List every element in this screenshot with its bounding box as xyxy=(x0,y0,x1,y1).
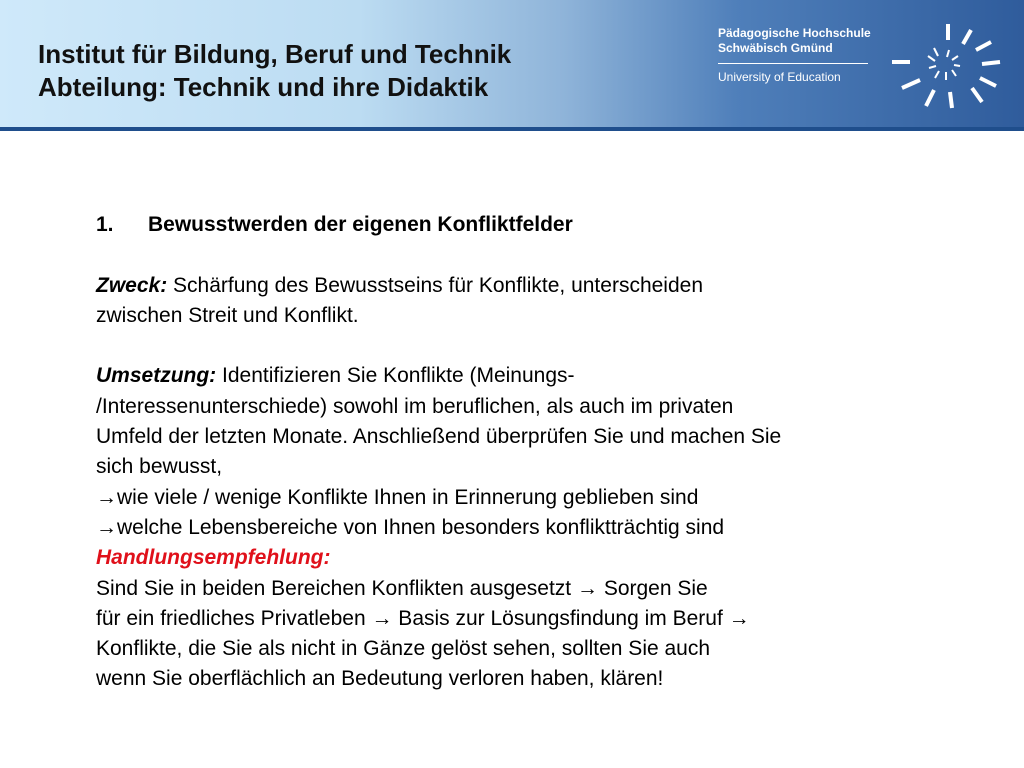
institute-title xyxy=(38,38,511,104)
university-name xyxy=(718,26,871,85)
logo-ray xyxy=(952,56,958,60)
logo-ray xyxy=(972,88,982,102)
umsetzung-text-line: Umfeld der letzten Monate. Anschließend überprüfen Sie und machen Sie xyxy=(96,425,782,449)
logo-ray xyxy=(982,62,1000,64)
logo-ray xyxy=(980,78,996,86)
logo-ray xyxy=(976,42,991,50)
heading-number: 1. xyxy=(96,213,114,236)
zweck-label: Zweck: xyxy=(96,273,168,297)
zweck-text-line: zwischen Streit und Konflikt. xyxy=(96,303,359,327)
spacer xyxy=(96,240,956,270)
section-heading xyxy=(96,210,956,240)
logo-ray xyxy=(935,71,939,78)
arrow-item: →wie viele / wenige Konflikte Ihnen in Erinnerung geblieben sind xyxy=(96,485,699,509)
logo-ray xyxy=(952,70,956,76)
logo-ray xyxy=(934,48,938,56)
university-name-line1: Pädagogische Hochschule xyxy=(718,26,871,40)
logo-ray xyxy=(902,80,920,88)
empfehlung-text-line: Konflikte, die Sie als nicht in Gänze gelöst sehen, sollten Sie auch xyxy=(96,637,711,661)
university-english-name: University of Education xyxy=(718,70,841,84)
logo-ray xyxy=(954,65,960,66)
logo-ray xyxy=(926,90,934,106)
umsetzung-text: Identifizieren Sie Konflikte (Meinungs- xyxy=(216,364,575,388)
heading-text: Bewusstwerden der eigenen Konfliktfelder xyxy=(148,213,573,236)
logo-ray xyxy=(963,30,971,44)
empfehlung-label: Handlungsempfehlung: xyxy=(96,546,331,570)
umsetzung-text-line: /Interessenunterschiede) sowohl im beruflichen, als auch im privaten xyxy=(96,394,734,418)
logo-ray xyxy=(947,50,949,57)
header-divider xyxy=(0,127,1024,131)
university-name-divider xyxy=(718,63,868,64)
logo-ray xyxy=(950,92,952,108)
logo-ray xyxy=(928,56,935,61)
empfehlung-text-line: Sind Sie in beiden Bereichen Konflikten ausgesetzt → Sorgen Sie xyxy=(96,576,708,600)
institute-line: Institut für Bildung, Beruf und Technik xyxy=(38,39,512,69)
empfehlung-text-line: für ein friedliches Privatleben → Basis zur Lösungsfindung im Beruf → xyxy=(96,606,750,630)
arrow-item: →welche Lebensbereiche von Ihnen besonders konfliktträchtig sind xyxy=(96,515,725,539)
slide-body xyxy=(96,210,956,695)
sunburst-logo-icon xyxy=(888,18,1008,118)
logo-ray xyxy=(929,66,936,68)
zweck-paragraph xyxy=(96,271,956,301)
zweck-text: Schärfung des Bewusstseins für Konflikte, unterscheiden xyxy=(167,273,704,297)
spacer xyxy=(96,331,956,361)
umsetzung-paragraph xyxy=(96,361,956,391)
empfehlung-text-line: wenn Sie oberflächlich an Bedeutung verloren haben, klären! xyxy=(96,667,664,691)
umsetzung-text-line: sich bewusst, xyxy=(96,455,223,479)
university-name-line2: Schwäbisch Gmünd xyxy=(718,41,833,55)
department-line: Abteilung: Technik und ihre Didaktik xyxy=(38,72,489,102)
umsetzung-label: Umsetzung: xyxy=(96,364,217,388)
